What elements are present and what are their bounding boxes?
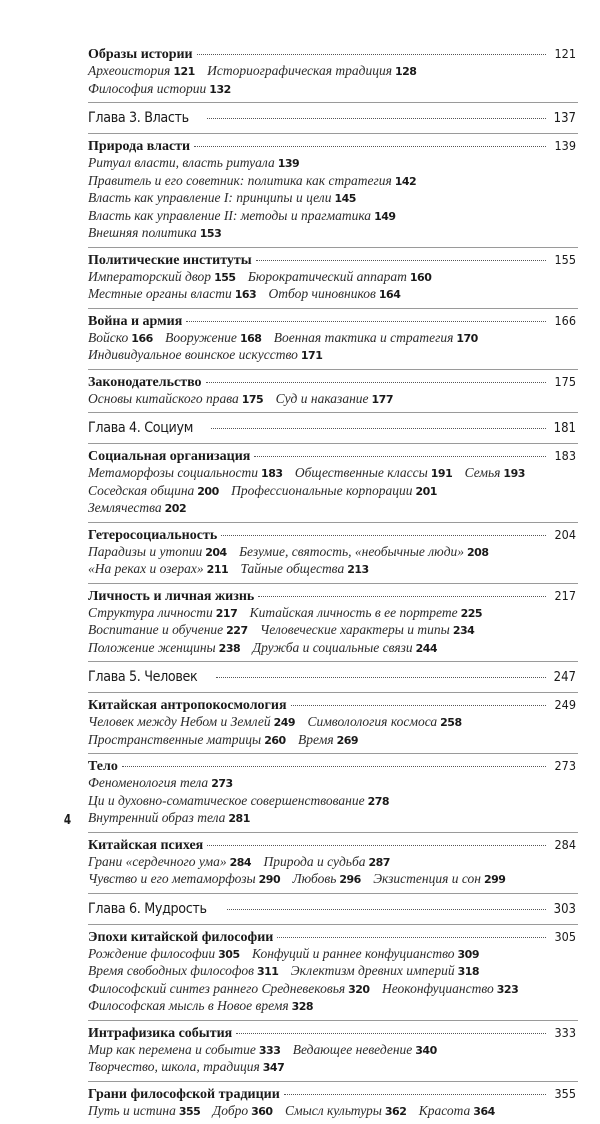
section-title: Интрафизика события — [88, 1026, 232, 1042]
dot-leader — [211, 427, 546, 429]
section-page-number: 121 — [550, 46, 578, 62]
subsection-title: Эклектизм древних империй — [291, 963, 455, 978]
toc-section — [88, 692, 578, 753]
subsection-list — [88, 775, 578, 828]
chapter-title: Глава 4. Социум — [88, 419, 193, 438]
subsection-item[interactable] — [165, 330, 261, 345]
subsection-page-number: 328 — [292, 1000, 313, 1013]
subsection-title: Китайская личность в ее портрете — [250, 605, 458, 620]
chapter-title: Глава 3. Власть — [88, 109, 189, 128]
subsection-page-number: 163 — [235, 288, 256, 301]
subsection-page-number: 200 — [197, 485, 218, 498]
subsection-page-number: 139 — [278, 157, 299, 170]
subsection-item[interactable] — [88, 544, 227, 559]
subsection-item[interactable] — [88, 963, 278, 978]
subsection-page-number: 347 — [263, 1061, 284, 1074]
subsection-page-number: 175 — [242, 393, 263, 406]
subsection-list — [88, 544, 578, 579]
toc-section — [88, 369, 578, 413]
chapter-page-number: 247 — [550, 668, 578, 687]
subsection-page-number: 153 — [200, 227, 221, 240]
subsection-page-number: 333 — [259, 1044, 280, 1057]
section-title: Война и армия — [88, 314, 182, 330]
toc-section — [88, 42, 578, 102]
subsection-item[interactable] — [88, 871, 280, 886]
subsection-page-number: 340 — [415, 1044, 436, 1057]
section-heading-row[interactable] — [88, 697, 578, 714]
toc-section — [88, 583, 578, 662]
section-heading-row[interactable] — [88, 527, 578, 544]
chapter-heading-row[interactable] — [88, 900, 578, 919]
subsection-page-number: 177 — [372, 393, 393, 406]
toc-section — [88, 522, 578, 583]
toc-chapter — [88, 412, 578, 443]
subsection-item[interactable] — [382, 981, 518, 996]
section-title: Эпохи китайской философии — [88, 930, 273, 946]
subsection-item[interactable] — [285, 1103, 406, 1118]
subsection-title: Императорский двор — [88, 269, 211, 284]
dot-leader — [291, 704, 546, 706]
subsection-page-number: 273 — [211, 777, 232, 790]
subsection-item[interactable] — [88, 810, 250, 825]
toc-section — [88, 308, 578, 369]
subsection-title: Парадизы и утопии — [88, 544, 202, 559]
section-page-number: 273 — [550, 758, 578, 774]
dot-leader — [206, 381, 546, 383]
subsection-item[interactable] — [276, 391, 393, 406]
subsection-item[interactable] — [252, 946, 479, 961]
subsection-title: Феноменология тела — [88, 775, 208, 790]
subsection-item[interactable] — [269, 286, 401, 301]
dot-leader — [284, 1093, 546, 1095]
subsection-page-number: 355 — [179, 1105, 200, 1118]
section-title: Природа власти — [88, 139, 190, 155]
subsection-title: Ведающее неведение — [293, 1042, 413, 1057]
subsection-page-number: 171 — [301, 349, 322, 362]
subsection-page-number: 149 — [374, 210, 395, 223]
dot-leader — [207, 117, 546, 119]
subsection-item[interactable] — [88, 775, 233, 790]
subsection-page-number: 318 — [458, 965, 479, 978]
subsection-title: Военная тактика и стратегия — [274, 330, 454, 345]
section-title: Гетеросоциальность — [88, 528, 217, 544]
toc-section — [88, 924, 578, 1020]
subsection-item[interactable] — [88, 854, 251, 869]
subsection-title: Власть как управление I: принципы и цели — [88, 190, 331, 205]
subsection-item[interactable] — [88, 1059, 284, 1074]
subsection-page-number: 217 — [216, 607, 237, 620]
subsection-page-number: 183 — [261, 467, 282, 480]
subsection-list — [88, 63, 578, 98]
subsection-title: Неоконфуцианство — [382, 981, 494, 996]
subsection-page-number: 258 — [440, 716, 461, 729]
subsection-page-number: 360 — [251, 1105, 272, 1118]
subsection-item[interactable] — [263, 854, 389, 869]
subsection-item[interactable] — [465, 465, 525, 480]
subsection-page-number: 278 — [368, 795, 389, 808]
subsection-item[interactable] — [88, 946, 240, 961]
subsection-title: Время свободных философов — [88, 963, 254, 978]
subsection-list — [88, 1103, 578, 1121]
subsection-page-number: 121 — [173, 65, 194, 78]
subsection-item[interactable] — [88, 714, 295, 729]
chapter-heading-row[interactable] — [88, 668, 578, 687]
subsection-item[interactable] — [295, 465, 452, 480]
subsection-title: Вооружение — [165, 330, 237, 345]
subsection-list — [88, 605, 578, 658]
subsection-title: Творчество, школа, традиция — [88, 1059, 260, 1074]
subsection-title: Правитель и его советник: политика как стратегия — [88, 173, 392, 188]
section-title: Тело — [88, 759, 118, 775]
subsection-title: Грани «сердечного ума» — [88, 854, 227, 869]
subsection-item[interactable] — [419, 1103, 495, 1118]
toc-section — [88, 247, 578, 308]
subsection-item[interactable] — [88, 269, 236, 284]
subsection-title: «На реках и озерах» — [88, 561, 204, 576]
subsection-page-number: 281 — [228, 812, 249, 825]
subsection-item[interactable] — [231, 483, 437, 498]
section-heading-row[interactable] — [88, 1086, 578, 1103]
section-page-number: 355 — [550, 1086, 578, 1102]
toc-section — [88, 1020, 578, 1081]
section-title: Личность и личная жизнь — [88, 589, 254, 605]
section-page-number: 249 — [550, 697, 578, 713]
subsection-item[interactable] — [298, 732, 358, 747]
subsection-title: Рождение философии — [88, 946, 215, 961]
section-heading-row[interactable] — [88, 252, 578, 269]
section-heading-row[interactable] — [88, 448, 578, 465]
subsection-title: Власть как управление II: методы и прагматика — [88, 208, 371, 223]
subsection-item[interactable] — [239, 544, 488, 559]
subsection-title: Конфуций и раннее конфуцианство — [252, 946, 455, 961]
section-title: Социальная организация — [88, 449, 250, 465]
chapter-page-number: 137 — [550, 109, 578, 128]
dot-leader — [221, 534, 546, 536]
subsection-page-number: 155 — [214, 271, 235, 284]
section-page-number: 183 — [550, 448, 578, 464]
subsection-title: Историографическая традиция — [207, 63, 392, 78]
subsection-list — [88, 1042, 578, 1077]
subsection-page-number: 287 — [368, 856, 389, 869]
dot-leader — [122, 765, 546, 767]
subsection-title: Пространственные матрицы — [88, 732, 261, 747]
subsection-title: Суд и наказание — [276, 391, 369, 406]
subsection-title: Человек между Небом и Землей — [88, 714, 271, 729]
subsection-page-number: 309 — [458, 948, 479, 961]
toc-section — [88, 832, 578, 893]
subsection-title: Экзистенция и сон — [373, 871, 481, 886]
subsection-page-number: 296 — [339, 873, 360, 886]
subsection-title: Местные органы власти — [88, 286, 232, 301]
subsection-page-number: 269 — [337, 734, 358, 747]
subsection-title: Общественные классы — [295, 465, 428, 480]
section-page-number: 204 — [550, 527, 578, 543]
section-title: Законодательство — [88, 375, 202, 391]
subsection-title: Красота — [419, 1103, 471, 1118]
chapter-heading-row[interactable] — [88, 419, 578, 438]
subsection-page-number: 260 — [264, 734, 285, 747]
subsection-page-number: 244 — [416, 642, 437, 655]
subsection-item[interactable] — [307, 714, 461, 729]
subsection-item[interactable] — [88, 998, 313, 1013]
toc-section — [88, 1081, 578, 1124]
table-of-contents — [88, 42, 578, 1124]
dot-leader — [258, 595, 546, 597]
subsection-list — [88, 269, 578, 304]
subsection-item[interactable] — [88, 347, 322, 362]
subsection-title: Чувство и его метаморфозы — [88, 871, 256, 886]
subsection-page-number: 211 — [207, 563, 228, 576]
subsection-page-number: 227 — [226, 624, 247, 637]
subsection-item[interactable] — [88, 330, 153, 345]
dot-leader — [207, 844, 546, 846]
subsection-page-number: 323 — [497, 983, 518, 996]
subsection-page-number: 238 — [219, 642, 240, 655]
dot-leader — [197, 53, 546, 55]
subsection-item[interactable] — [88, 208, 396, 223]
toc-section — [88, 133, 578, 247]
subsection-item[interactable] — [88, 793, 389, 808]
dot-leader — [216, 676, 546, 678]
subsection-page-number: 193 — [503, 467, 524, 480]
subsection-item[interactable] — [253, 640, 438, 655]
subsection-title: Бюрократический аппарат — [248, 269, 407, 284]
toc-section — [88, 753, 578, 832]
subsection-page-number: 320 — [348, 983, 369, 996]
subsection-title: Символология космоса — [307, 714, 437, 729]
section-heading-row[interactable] — [88, 588, 578, 605]
section-title: Китайская психея — [88, 838, 203, 854]
subsection-title: Индивидуальное воинское искусство — [88, 347, 298, 362]
subsection-page-number: 311 — [257, 965, 278, 978]
toc-chapter — [88, 102, 578, 133]
subsection-title: Отбор чиновников — [269, 286, 376, 301]
section-page-number: 217 — [550, 588, 578, 604]
subsection-item[interactable] — [88, 483, 219, 498]
section-heading-row[interactable] — [88, 1025, 578, 1042]
subsection-title: Профессиональные корпорации — [231, 483, 412, 498]
subsection-item[interactable] — [88, 622, 248, 637]
section-page-number: 166 — [550, 313, 578, 329]
dot-leader — [227, 908, 546, 910]
subsection-title: Безумие, святость, «необычные люди» — [239, 544, 464, 559]
subsection-page-number: 128 — [395, 65, 416, 78]
subsection-title: Философский синтез раннего Средневековья — [88, 981, 345, 996]
section-title: Политические институты — [88, 253, 252, 269]
subsection-item[interactable] — [213, 1103, 273, 1118]
chapter-page-number: 303 — [550, 900, 578, 919]
subsection-page-number: 145 — [334, 192, 355, 205]
subsection-title: Любовь — [292, 871, 336, 886]
subsection-item[interactable] — [88, 155, 299, 170]
subsection-item[interactable] — [291, 963, 479, 978]
subsection-item[interactable] — [88, 640, 240, 655]
subsection-title: Дружба и социальные связи — [253, 640, 413, 655]
subsection-item[interactable] — [88, 732, 286, 747]
subsection-page-number: 204 — [205, 546, 226, 559]
subsection-page-number: 362 — [385, 1105, 406, 1118]
subsection-title: Положение женщины — [88, 640, 216, 655]
subsection-page-number: 249 — [274, 716, 295, 729]
chapter-title: Глава 5. Человек — [88, 668, 197, 687]
section-heading-row[interactable] — [88, 374, 578, 391]
section-title: Образы истории — [88, 47, 193, 63]
subsection-item[interactable] — [293, 1042, 437, 1057]
subsection-item[interactable] — [88, 981, 370, 996]
subsection-item[interactable] — [88, 81, 231, 96]
subsection-page-number: 166 — [131, 332, 152, 345]
toc-chapter — [88, 893, 578, 924]
section-heading-row[interactable] — [88, 837, 578, 854]
subsection-title: Землячества — [88, 500, 162, 515]
subsection-title: Тайные общества — [241, 561, 345, 576]
subsection-title: Философия истории — [88, 81, 206, 96]
subsection-list — [88, 946, 578, 1016]
chapter-page-number: 181 — [550, 419, 578, 438]
subsection-title: Человеческие характеры и типы — [260, 622, 450, 637]
subsection-item[interactable] — [274, 330, 478, 345]
subsection-item[interactable] — [250, 605, 482, 620]
subsection-item[interactable] — [292, 871, 360, 886]
section-heading-row[interactable] — [88, 929, 578, 946]
chapter-title: Глава 6. Мудрость — [88, 900, 207, 919]
subsection-item[interactable] — [88, 1103, 200, 1118]
subsection-list — [88, 465, 578, 518]
subsection-item[interactable] — [88, 1042, 280, 1057]
section-heading-row[interactable] — [88, 758, 578, 775]
subsection-title: Путь и истина — [88, 1103, 176, 1118]
subsection-page-number: 168 — [240, 332, 261, 345]
subsection-title: Археоистория — [88, 63, 170, 78]
chapter-heading-row[interactable] — [88, 109, 578, 128]
section-heading-row[interactable] — [88, 138, 578, 155]
subsection-page-number: 201 — [416, 485, 437, 498]
subsection-page-number: 284 — [230, 856, 251, 869]
subsection-item[interactable] — [248, 269, 431, 284]
section-title: Грани философской традиции — [88, 1087, 280, 1103]
subsection-title: Смысл культуры — [285, 1103, 382, 1118]
toc-chapter — [88, 661, 578, 692]
subsection-page-number: 225 — [461, 607, 482, 620]
subsection-title: Ци и духовно-соматическое совершенствование — [88, 793, 365, 808]
dot-leader — [277, 936, 546, 938]
subsection-title: Воспитание и обучение — [88, 622, 223, 637]
subsection-title: Природа и судьба — [263, 854, 365, 869]
subsection-list — [88, 854, 578, 889]
subsection-item[interactable] — [241, 561, 369, 576]
subsection-list — [88, 714, 578, 749]
subsection-item[interactable] — [88, 605, 237, 620]
section-page-number: 139 — [550, 138, 578, 154]
subsection-page-number: 299 — [484, 873, 505, 886]
subsection-title: Ритуал власти, власть ритуала — [88, 155, 275, 170]
subsection-page-number: 208 — [467, 546, 488, 559]
subsection-page-number: 191 — [431, 467, 452, 480]
section-heading-row[interactable] — [88, 46, 578, 63]
subsection-item[interactable] — [88, 561, 228, 576]
subsection-title: Соседская община — [88, 483, 194, 498]
subsection-title: Философская мысль в Новое время — [88, 998, 289, 1013]
subsection-item[interactable] — [88, 465, 283, 480]
subsection-title: Внутренний образ тела — [88, 810, 225, 825]
subsection-item[interactable] — [88, 500, 186, 515]
section-title: Китайская антропокосмология — [88, 698, 287, 714]
subsection-item[interactable] — [373, 871, 505, 886]
subsection-page-number: 202 — [165, 502, 186, 515]
section-page-number: 305 — [550, 929, 578, 945]
dot-leader — [236, 1032, 546, 1034]
section-page-number: 333 — [550, 1025, 578, 1041]
subsection-item[interactable] — [88, 225, 221, 240]
section-heading-row[interactable] — [88, 313, 578, 330]
subsection-title: Метаморфозы социальности — [88, 465, 258, 480]
section-page-number: 175 — [550, 374, 578, 390]
section-page-number: 155 — [550, 252, 578, 268]
subsection-list — [88, 391, 578, 409]
section-page-number: 284 — [550, 837, 578, 853]
subsection-title: Добро — [213, 1103, 248, 1118]
subsection-item[interactable] — [88, 63, 195, 78]
subsection-title: Время — [298, 732, 334, 747]
subsection-page-number: 132 — [209, 83, 230, 96]
subsection-title: Мир как перемена и событие — [88, 1042, 256, 1057]
subsection-list — [88, 330, 578, 365]
subsection-page-number: 305 — [218, 948, 239, 961]
subsection-item[interactable] — [88, 190, 356, 205]
subsection-title: Структура личности — [88, 605, 213, 620]
subsection-page-number: 164 — [379, 288, 400, 301]
subsection-page-number: 290 — [259, 873, 280, 886]
subsection-title: Семья — [465, 465, 501, 480]
subsection-title: Внешняя политика — [88, 225, 197, 240]
subsection-item[interactable] — [88, 286, 256, 301]
subsection-page-number: 364 — [473, 1105, 494, 1118]
dot-leader — [194, 145, 546, 147]
dot-leader — [254, 455, 546, 457]
subsection-title: Основы китайского права — [88, 391, 239, 406]
dot-leader — [256, 259, 546, 261]
subsection-page-number: 234 — [453, 624, 474, 637]
subsection-item[interactable] — [88, 391, 263, 406]
subsection-page-number: 142 — [395, 175, 416, 188]
dot-leader — [186, 320, 546, 322]
subsection-list — [88, 155, 578, 243]
subsection-item[interactable] — [207, 63, 416, 78]
toc-section — [88, 443, 578, 522]
subsection-title: Войско — [88, 330, 128, 345]
page-number: 4 — [64, 813, 71, 828]
subsection-item[interactable] — [260, 622, 474, 637]
subsection-page-number: 160 — [410, 271, 431, 284]
subsection-page-number: 170 — [456, 332, 477, 345]
subsection-page-number: 213 — [347, 563, 368, 576]
subsection-item[interactable] — [88, 173, 416, 188]
